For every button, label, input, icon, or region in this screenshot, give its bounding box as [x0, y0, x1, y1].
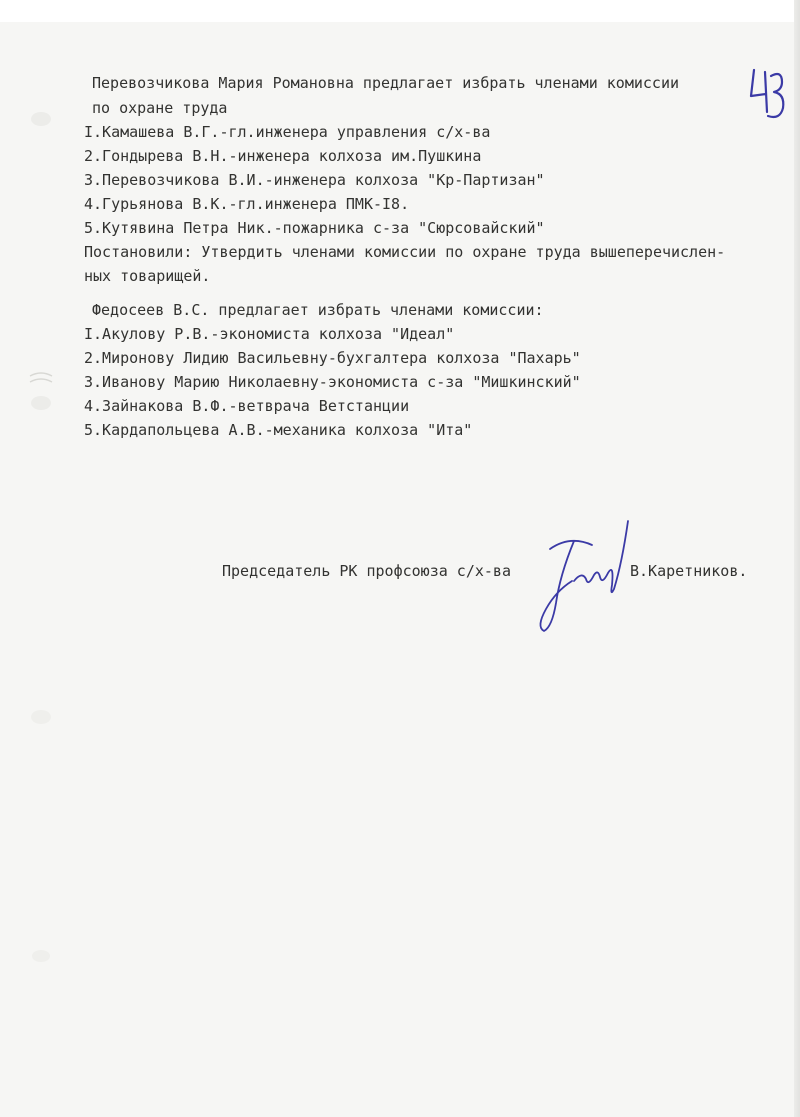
handwritten-page-number [748, 66, 788, 126]
list-item: 4.Гурьянова В.К.-гл.инженера ПМК-I8. [84, 195, 410, 213]
resolution-line-2: ных товарищей. [84, 267, 211, 285]
list-item: 3.Перевозчикова В.И.-инженера колхоза "Кр-Партизан" [84, 171, 545, 189]
signatory-title: Председатель РК профсоюза с/х-ва [222, 562, 511, 580]
list-item: I.Камашева В.Г.-гл.инженера управления с/х-ва [84, 123, 491, 141]
resolution-line-1: Постановили: Утвердить членами комиссии по охране труда вышеперечислен- [84, 243, 726, 261]
list-item: 5.Кутявина Петра Ник.-пожарника с-за "Сюрсовайский" [84, 219, 545, 237]
punch-hole-mark [28, 368, 54, 390]
list-item: 2.Гондырева В.Н.-инженера колхоза им.Пушкина [84, 147, 482, 165]
punch-hole-mark [28, 706, 54, 728]
list-item: I.Акулову Р.В.-экономиста колхоза "Идеал" [84, 325, 455, 343]
handwritten-signature [530, 515, 640, 640]
first-proposal-intro: Перевозчикова Мария Романовна предлагает избрать членами комиссии [92, 74, 679, 92]
punch-hole-mark [28, 392, 54, 414]
list-item: 2.Миронову Лидию Васильевну-бухгалтера колхоза "Пахарь" [84, 349, 581, 367]
first-proposal-intro-continuation: по охране труда [92, 99, 228, 117]
punch-hole-mark [28, 945, 54, 967]
punch-hole-mark [28, 108, 54, 130]
list-item: 5.Кардапольцева А.В.-механика колхоза "Ита" [84, 421, 473, 439]
second-proposal-intro: Федосеев В.С. предлагает избрать членами комиссии: [92, 301, 544, 319]
signatory-name: В.Каретников. [630, 562, 748, 580]
list-item: 4.Зайнакова В.Ф.-ветврача Ветстанции [84, 397, 410, 415]
list-item: 3.Иванову Марию Николаевну-экономиста с-за "Мишкинский" [84, 373, 581, 391]
